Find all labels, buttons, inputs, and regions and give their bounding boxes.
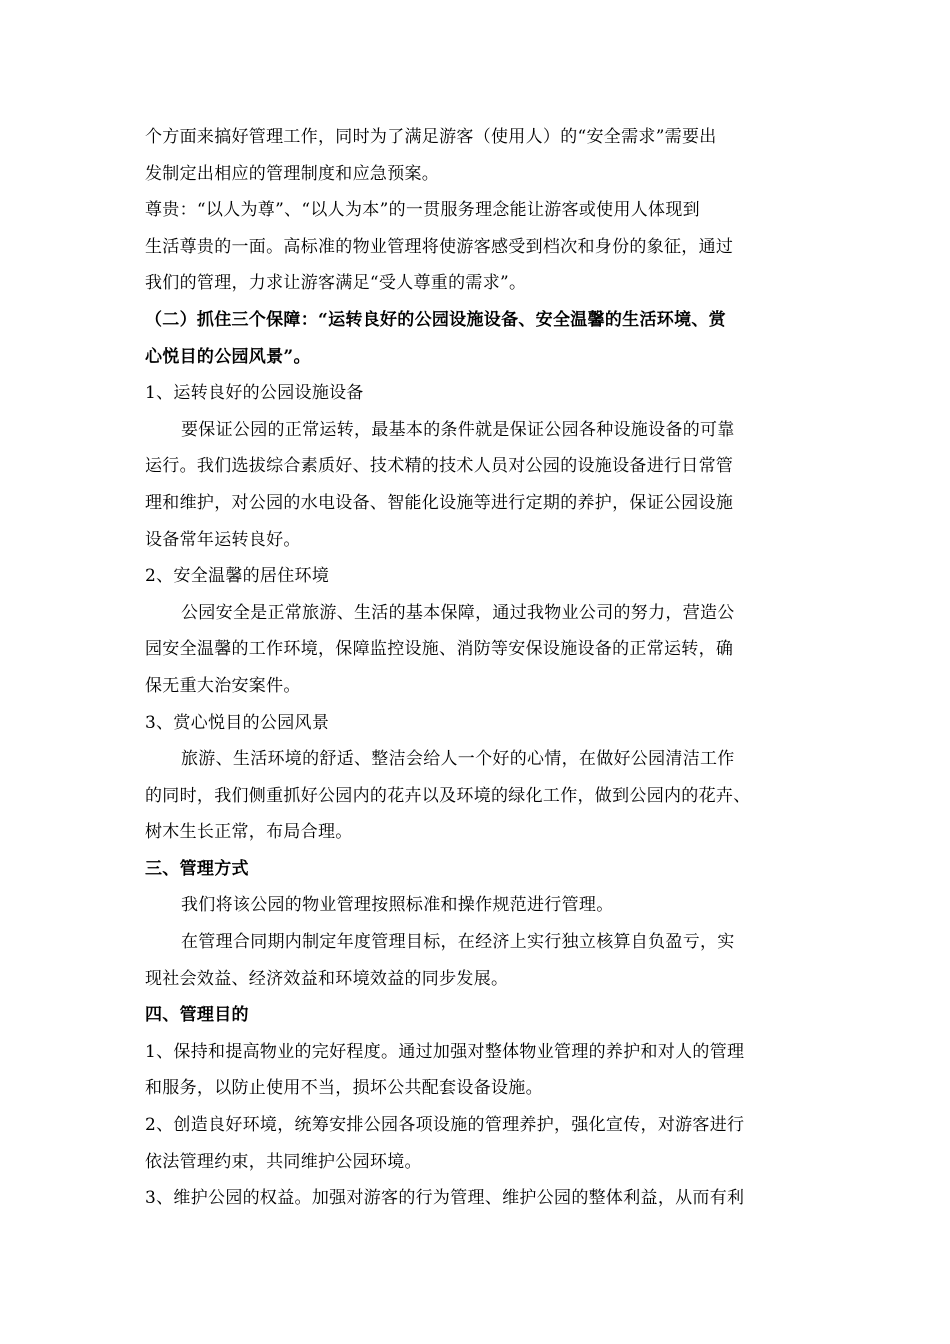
paragraph-line: 公园安全是正常旅游、生活的基本保障，通过我物业公司的努力，营造公 [181, 602, 735, 623]
paragraph-line: 和服务，以防止使用不当，损坏公共配套设备设施。 [145, 1078, 543, 1099]
paragraph-line: 现社会效益、经济效益和环境效益的同步发展。 [145, 968, 509, 989]
paragraph-line: 生活尊贵的一面。高标准的物业管理将使游客感受到档次和身份的象征，通过 [145, 236, 734, 257]
paragraph-line: 设备常年运转良好。 [145, 529, 301, 550]
paragraph-line: 2、安全温馨的居住环境 [145, 566, 330, 587]
section-heading-line: 四、管理目的 [145, 1005, 249, 1026]
paragraph-line: 1、保持和提高物业的完好程度。通过加强对整体物业管理的养护和对人的管理 [145, 1041, 745, 1062]
section-heading-line: 三、管理方式 [145, 858, 249, 879]
paragraph-line: 依法管理约束，共同维护公园环境。 [145, 1151, 422, 1172]
paragraph-line: 理和维护，对公园的水电设备、智能化设施等进行定期的养护，保证公园设施 [145, 492, 734, 513]
paragraph-line: 3、维护公园的权益。加强对游客的行为管理、维护公园的整体利益，从而有利 [145, 1188, 745, 1209]
paragraph-line: 1、运转良好的公园设施设备 [145, 383, 364, 404]
paragraph-line: 3、赏心悦目的公园风景 [145, 712, 330, 733]
paragraph-line: 旅游、生活环境的舒适、整洁会给人一个好的心情，在做好公园清洁工作 [181, 749, 735, 770]
paragraph-line: 保无重大治安案件。 [145, 675, 301, 696]
paragraph-line: 要保证公园的正常运转，最基本的条件就是保证公园各种设施设备的可靠 [181, 419, 735, 440]
document-body [145, 119, 810, 1217]
section-heading-line: 心悦目的公园风景”。 [145, 346, 311, 367]
paragraph-line: 的同时，我们侧重抓好公园内的花卉以及环境的绿化工作，做到公园内的花卉、 [145, 785, 751, 806]
section-heading-line: （二）抓住三个保障：“运转良好的公园设施设备、安全温馨的生活环境、赏 [145, 309, 726, 330]
paragraph-line: 我们将该公园的物业管理按照标准和操作规范进行管理。 [181, 895, 614, 916]
paragraph-line: 我们的管理，力求让游客满足“受人尊重的需求”。 [145, 273, 527, 294]
paragraph-line: 2、创造良好环境，统筹安排公园各项设施的管理养护，强化宣传，对游客进行 [145, 1115, 745, 1136]
paragraph-line: 发制定出相应的管理制度和应急预案。 [145, 163, 440, 184]
paragraph-line: 尊贵：“以人为尊”、“以人为本”的一贯服务理念能让游客或使用人体现到 [145, 200, 700, 221]
paragraph-line: 运行。我们选拔综合素质好、技术精的技术人员对公园的设施设备进行日常管 [145, 456, 734, 477]
paragraph-line: 个方面来搞好管理工作，同时为了满足游客（使用人）的“安全需求”需要出 [145, 127, 717, 147]
paragraph-line: 在管理合同期内制定年度管理目标，在经济上实行独立核算自负盈亏，实 [181, 932, 735, 953]
paragraph-line: 园安全温馨的工作环境，保障监控设施、消防等安保设施设备的正常运转，确 [145, 639, 734, 660]
paragraph-line: 树木生长正常，布局合理。 [145, 822, 353, 843]
